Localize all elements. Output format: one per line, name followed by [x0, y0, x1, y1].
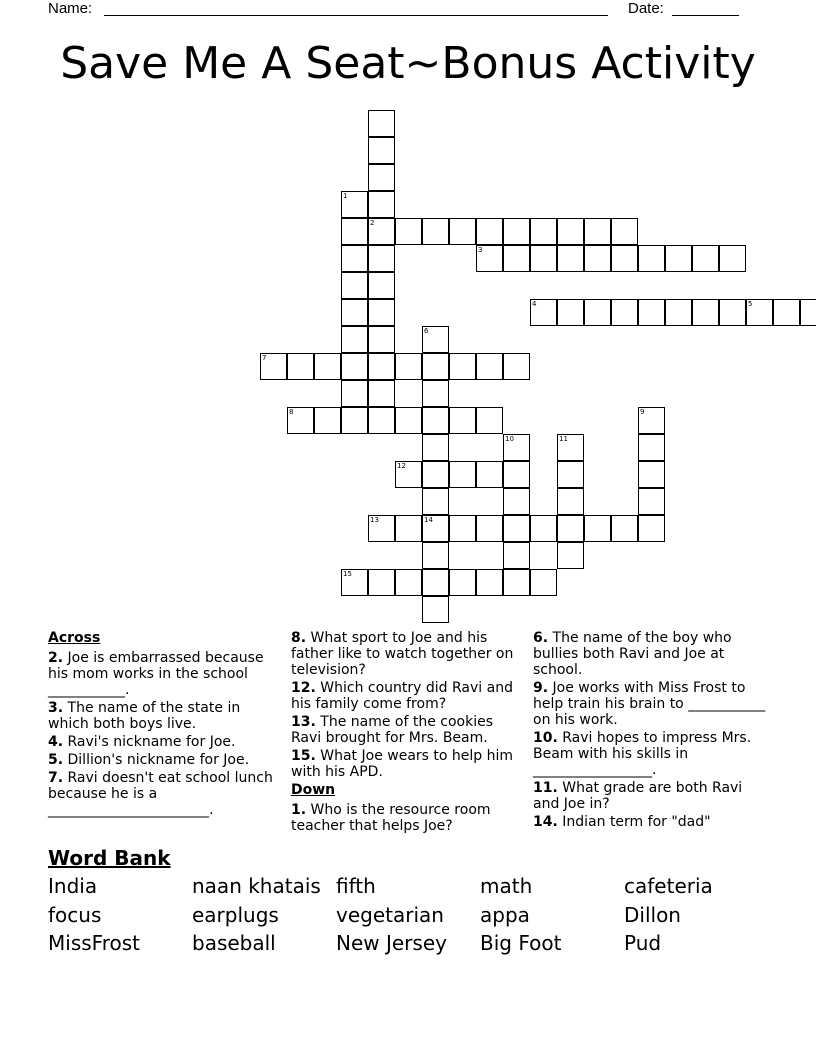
clue-number: 14	[424, 516, 433, 524]
grid-cell[interactable]	[368, 191, 395, 218]
clue-number: 1	[343, 192, 348, 200]
down-clue-list-2	[533, 630, 769, 830]
grid-cell[interactable]	[368, 380, 395, 407]
clue-number-label: 15.	[291, 748, 316, 764]
across-clue-list-1	[48, 650, 276, 818]
clue-text: What sport to Joe and his father like to watch together on television?	[291, 630, 514, 678]
grid-cell[interactable]	[800, 299, 816, 326]
word-bank-item: appa	[480, 902, 530, 927]
grid-cell[interactable]	[368, 164, 395, 191]
clue-item	[48, 770, 276, 818]
grid-cell[interactable]	[341, 569, 368, 596]
page-title: Save Me A Seat~Bonus Activity	[60, 38, 756, 89]
grid-cell[interactable]	[422, 407, 449, 434]
clues-column-3	[533, 630, 769, 832]
grid-cell[interactable]	[557, 542, 584, 569]
grid-cell[interactable]	[368, 245, 395, 272]
clue-text: Joe works with Miss Frost to help train his brain to ___________ on his work.	[533, 680, 766, 728]
clue-item	[291, 680, 519, 712]
grid-cell[interactable]	[476, 461, 503, 488]
grid-cell[interactable]	[395, 515, 422, 542]
grid-cell[interactable]	[422, 515, 449, 542]
grid-cell[interactable]	[449, 407, 476, 434]
grid-cell[interactable]	[557, 299, 584, 326]
grid-cell[interactable]	[692, 245, 719, 272]
grid-cell[interactable]	[422, 542, 449, 569]
grid-cell[interactable]	[341, 245, 368, 272]
grid-cell[interactable]	[368, 353, 395, 380]
grid-cell[interactable]	[314, 407, 341, 434]
clue-item	[533, 814, 769, 830]
clue-text: The name of the boy who bullies both Ravi and Joe at school.	[533, 630, 732, 678]
clue-item	[533, 680, 769, 728]
grid-cell[interactable]	[368, 326, 395, 353]
grid-cell[interactable]	[719, 245, 746, 272]
clue-item	[533, 780, 769, 812]
clue-text: Ravi doesn't eat school lunch because he is a _______________________.	[48, 770, 273, 818]
clue-number-label: 9.	[533, 680, 549, 696]
grid-cell[interactable]	[503, 218, 530, 245]
clue-item	[48, 700, 276, 732]
grid-cell[interactable]	[530, 299, 557, 326]
grid-cell[interactable]	[503, 542, 530, 569]
grid-cell[interactable]	[449, 218, 476, 245]
grid-cell[interactable]	[368, 110, 395, 137]
grid-cell[interactable]	[611, 245, 638, 272]
clue-number: 3	[478, 246, 483, 254]
clue-text: Ravi hopes to impress Mrs. Beam with his skills in _________________.	[533, 730, 752, 778]
grid-cell[interactable]	[530, 569, 557, 596]
grid-cell[interactable]	[422, 380, 449, 407]
clue-item	[291, 714, 519, 746]
grid-cell[interactable]	[557, 515, 584, 542]
clue-item	[291, 802, 519, 834]
grid-cell[interactable]	[638, 299, 665, 326]
clue-number: 8	[289, 408, 294, 416]
grid-cell[interactable]	[476, 515, 503, 542]
grid-cell[interactable]	[476, 407, 503, 434]
grid-cell[interactable]	[341, 353, 368, 380]
grid-cell[interactable]	[341, 299, 368, 326]
grid-cell[interactable]	[368, 407, 395, 434]
clue-item	[533, 630, 769, 678]
clue-number-label: 8.	[291, 630, 307, 646]
clue-number: 13	[370, 516, 379, 524]
word-bank-item: focus	[48, 902, 102, 927]
grid-cell[interactable]	[368, 299, 395, 326]
grid-cell[interactable]	[368, 137, 395, 164]
date-label: Date:	[628, 0, 664, 17]
clue-number: 2	[370, 219, 375, 227]
clue-number-label: 3.	[48, 700, 64, 716]
word-bank-item: baseball	[192, 931, 276, 955]
clue-text: Ravi's nickname for Joe.	[63, 734, 236, 750]
grid-cell[interactable]	[665, 299, 692, 326]
grid-cell[interactable]	[287, 353, 314, 380]
clue-item	[48, 752, 276, 768]
clue-number: 10	[505, 435, 514, 443]
grid-cell[interactable]	[584, 299, 611, 326]
clue-item	[291, 630, 519, 678]
grid-cell[interactable]	[557, 488, 584, 515]
grid-cell[interactable]	[341, 218, 368, 245]
clue-number-label: 5.	[48, 752, 64, 768]
grid-cell[interactable]	[584, 245, 611, 272]
grid-cell[interactable]	[341, 407, 368, 434]
grid-cell[interactable]	[638, 434, 665, 461]
clue-text: What grade are both Ravi and Joe in?	[533, 780, 743, 812]
clue-number: 15	[343, 570, 352, 578]
word-bank-item: MissFrost	[48, 931, 140, 955]
clue-number-label: 10.	[533, 730, 558, 746]
clue-number-label: 2.	[48, 650, 64, 666]
grid-cell[interactable]	[341, 272, 368, 299]
grid-cell[interactable]	[368, 218, 395, 245]
clue-item	[48, 650, 276, 698]
clue-number-label: 7.	[48, 770, 64, 786]
word-bank-item: vegetarian	[336, 902, 444, 927]
word-bank-item: Dillon	[624, 902, 681, 927]
clue-number: 9	[640, 408, 645, 416]
clue-text: The name of the state in which both boys live.	[48, 700, 241, 732]
grid-cell[interactable]	[584, 218, 611, 245]
grid-cell[interactable]	[449, 461, 476, 488]
grid-cell[interactable]	[368, 569, 395, 596]
grid-cell[interactable]	[476, 569, 503, 596]
grid-cell[interactable]	[530, 245, 557, 272]
clue-text: The name of the cookies Ravi brought for Mrs. Beam.	[291, 714, 494, 746]
grid-cell[interactable]	[476, 353, 503, 380]
clue-number-label: 4.	[48, 734, 64, 750]
grid-cell[interactable]	[368, 272, 395, 299]
word-bank-item: fifth	[336, 874, 376, 898]
down-clue-list-1	[291, 802, 519, 834]
grid-cell[interactable]	[395, 353, 422, 380]
clue-number: 5	[748, 300, 753, 308]
clue-number-label: 14.	[533, 814, 558, 830]
grid-cell[interactable]	[638, 461, 665, 488]
grid-cell[interactable]	[692, 299, 719, 326]
word-bank-item: New Jersey	[336, 931, 447, 955]
grid-cell[interactable]	[503, 434, 530, 461]
grid-cell[interactable]	[746, 299, 773, 326]
grid-cell[interactable]	[611, 299, 638, 326]
grid-cell[interactable]	[422, 326, 449, 353]
grid-cell[interactable]	[773, 299, 800, 326]
word-bank-item: India	[48, 874, 98, 898]
clue-number-label: 13.	[291, 714, 316, 730]
word-bank-item: Big Foot	[480, 931, 562, 955]
word-bank	[48, 872, 788, 958]
grid-cell[interactable]	[341, 326, 368, 353]
grid-cell[interactable]	[557, 461, 584, 488]
grid-cell[interactable]	[530, 515, 557, 542]
clue-text: Who is the resource room teacher that helps Joe?	[291, 802, 491, 834]
across-clue-list-2	[291, 630, 519, 780]
clue-text: Which country did Ravi and his family come from?	[291, 680, 513, 712]
clue-number: 7	[262, 354, 267, 362]
grid-cell[interactable]	[584, 515, 611, 542]
grid-cell[interactable]	[395, 218, 422, 245]
grid-cell[interactable]	[503, 515, 530, 542]
grid-cell[interactable]	[503, 245, 530, 272]
clue-number-label: 12.	[291, 680, 316, 696]
clue-item	[291, 748, 519, 780]
clue-number: 4	[532, 300, 537, 308]
grid-cell[interactable]	[611, 218, 638, 245]
grid-cell[interactable]	[314, 353, 341, 380]
grid-cell[interactable]	[422, 569, 449, 596]
clue-number: 11	[559, 435, 568, 443]
grid-cell[interactable]	[638, 407, 665, 434]
word-bank-item: cafeteria	[624, 874, 713, 898]
grid-cell[interactable]	[611, 515, 638, 542]
grid-cell[interactable]	[422, 218, 449, 245]
grid-cell[interactable]	[449, 353, 476, 380]
clue-text: Indian term for "dad"	[557, 814, 711, 830]
grid-cell[interactable]	[557, 218, 584, 245]
grid-cell[interactable]	[557, 434, 584, 461]
grid-cell[interactable]	[341, 380, 368, 407]
grid-cell[interactable]	[395, 461, 422, 488]
grid-cell[interactable]	[422, 596, 449, 623]
grid-cell[interactable]	[638, 515, 665, 542]
clue-text: Joe is embarrassed because his mom works in the school ___________.	[48, 650, 264, 698]
grid-cell[interactable]	[260, 353, 287, 380]
grid-cell[interactable]	[503, 461, 530, 488]
clues-column-1	[48, 630, 276, 820]
grid-cell[interactable]	[503, 488, 530, 515]
word-bank-item: Pud	[624, 931, 662, 955]
word-bank-item: math	[480, 874, 533, 898]
clue-number-label: 11.	[533, 780, 558, 796]
grid-cell[interactable]	[449, 569, 476, 596]
word-bank-item: naan khatais	[192, 874, 321, 898]
grid-cell[interactable]	[422, 353, 449, 380]
grid-cell[interactable]	[557, 245, 584, 272]
word-bank-title: Word Bank	[48, 846, 171, 870]
grid-cell[interactable]	[422, 434, 449, 461]
grid-cell[interactable]	[422, 461, 449, 488]
grid-cell[interactable]	[719, 299, 746, 326]
clue-text: Dillion's nickname for Joe.	[63, 752, 250, 768]
grid-cell[interactable]	[422, 488, 449, 515]
grid-cell[interactable]	[665, 245, 692, 272]
grid-cell[interactable]	[638, 245, 665, 272]
grid-cell[interactable]	[503, 569, 530, 596]
grid-cell[interactable]	[476, 218, 503, 245]
grid-cell[interactable]	[395, 569, 422, 596]
clues-column-2	[291, 630, 519, 836]
grid-cell[interactable]	[476, 245, 503, 272]
clue-number: 6	[424, 327, 429, 335]
grid-cell[interactable]	[287, 407, 314, 434]
clue-number-label: 6.	[533, 630, 549, 646]
grid-cell[interactable]	[368, 515, 395, 542]
grid-cell[interactable]	[530, 218, 557, 245]
clue-item	[48, 734, 276, 750]
grid-cell[interactable]	[395, 407, 422, 434]
clue-number-label: 1.	[291, 802, 307, 818]
grid-cell[interactable]	[341, 191, 368, 218]
clue-number: 12	[397, 462, 406, 470]
grid-cell[interactable]	[503, 353, 530, 380]
clue-item	[533, 730, 769, 778]
across-heading: Across	[48, 630, 101, 646]
name-label: Name:	[48, 0, 93, 17]
grid-cell[interactable]	[638, 488, 665, 515]
word-bank-item: earplugs	[192, 902, 279, 927]
down-heading: Down	[291, 782, 336, 798]
clue-text: What Joe wears to help him with his APD.	[291, 748, 514, 780]
grid-cell[interactable]	[449, 515, 476, 542]
